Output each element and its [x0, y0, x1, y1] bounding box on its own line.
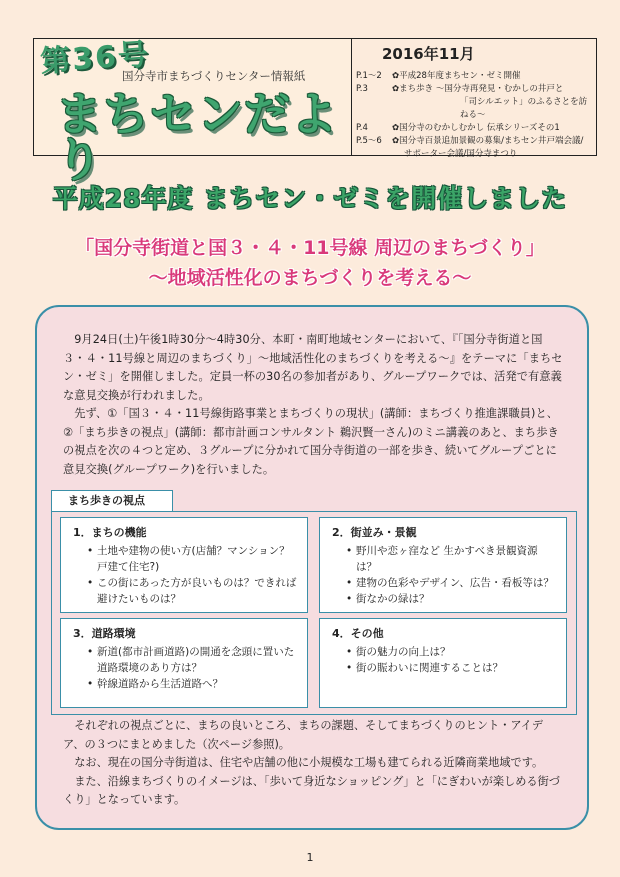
list-item: • この街にあった方が良いものは？できれば避けたいものは？ — [87, 575, 297, 607]
paragraph: それぞれの視点ごとに、まちの良いところ、まちの課題、そしてまちづくりのヒント・アイデア、の３つにまとめました（次ページ参照)。 — [63, 719, 543, 751]
viewpoint-title: 1．まちの機能 — [73, 526, 147, 539]
viewpoints-box — [51, 511, 577, 715]
toc-item — [356, 96, 594, 122]
paragraph: 先ず、①「国３・４・11号線街路事業とまちづくりの現状」(講師：まちづくり推進課職員)と、②「まち歩きの視点」(講師：都市計画コンサルタント 鵜沢賢一さん)のミニ講義のあと、まち歩きの視点を次の４つと定め、３グループに分かれて国分寺街道の一部を歩き、続いてグループごとに意見交換(グループワーク)を行いました。 — [63, 407, 559, 476]
toc-text: ✿国分寺のむかしむかし 伝承シリーズその1 — [392, 123, 560, 133]
viewpoint-title: 4．その他 — [332, 627, 384, 640]
article-panel — [35, 305, 589, 830]
paragraph: なお、現在の国分寺街道は、住宅や店舗の他に小規模な工場も建てられる近隣商業地域です。 — [74, 756, 544, 769]
viewpoint-card — [60, 517, 308, 613]
toc-text: サポーター会議/国分寺まつり — [404, 149, 518, 159]
masthead-info-block — [352, 39, 596, 159]
viewpoint-title: 2．街並み・景観 — [332, 526, 417, 539]
viewpoint-card — [319, 618, 567, 708]
toc-page: P.5～6 — [356, 136, 382, 146]
list-item: • 街の魅力の向上は？ — [346, 644, 556, 660]
toc-item — [356, 70, 594, 83]
page-number: 1 — [306, 851, 314, 864]
toc-page: P.4 — [356, 123, 368, 133]
masthead — [33, 37, 597, 187]
article-subtitle-tagline: ～地域活性化のまちづくりを考える～ — [148, 267, 472, 289]
issue-number: 第36号 — [39, 37, 152, 80]
masthead-title-block — [34, 37, 352, 187]
issue-date: 2016年11月 — [382, 45, 475, 63]
toc-item — [356, 148, 594, 161]
toc-item — [356, 135, 594, 148]
outro-text — [63, 717, 563, 810]
toc-item — [356, 83, 594, 96]
toc-text: ✿国分寺百景追加景観の募集/まちセン井戸端会議/ — [392, 136, 584, 146]
toc-item — [356, 122, 594, 135]
article-title: 平成28年度 まちセン・ゼミを開催しました — [52, 184, 568, 213]
table-of-contents — [356, 70, 594, 161]
list-item: • 街なかの緑は？ — [346, 591, 556, 607]
list-item: • 建物の色彩やデザイン、広告・看板等は？ — [346, 575, 556, 591]
article-subtitle-theme: 「国分寺街道と国３・４・11号線 周辺のまちづくり」 — [75, 237, 545, 259]
list-item: • 土地や建物の使い方(店舗？マンション？戸建て住宅?) — [87, 543, 297, 575]
masthead-subtitle: 国分寺市まちづくりセンター情報紙 — [122, 69, 306, 83]
viewpoint-title: 3．道路環境 — [73, 627, 136, 640]
list-item: • 幹線道路から生活道路へ？ — [87, 676, 297, 692]
viewpoint-card — [60, 618, 308, 708]
toc-page: P.1～2 — [356, 71, 382, 81]
list-item: • 野川や恋ヶ窪など 生かすべき景観資源は？ — [346, 543, 556, 575]
paragraph: 9月24日(土)午後1時30分～4時30分、本町・南町地域センターにおいて、『「国分寺街道と国３・４・11号線と周辺のまちづくり」～地域活性化のまちづくりを考える～』をテーマに「まちセン・ゼミ」を開催しました。定員一杯の30名の参加者があり、グループワークでは、活発で有意義な意見交換が行われました。 — [63, 333, 563, 402]
toc-text: ✿平成28年度まちセン・ゼミ開催 — [392, 71, 521, 81]
toc-page: P.3 — [356, 84, 368, 94]
newsletter-name: まちセンだより — [56, 87, 338, 187]
toc-text: ✿まち歩き ～国分寺再発見・むかしの井戸と — [392, 84, 564, 94]
list-item: • 新道(都市計画道路)の開通を念頭に置いた道路環境のあり方は？ — [87, 644, 297, 676]
paragraph: また、沿線まちづくりのイメージは、「歩いて身近なショッピング」と「にぎわいが楽しめる街づくり」となっています。 — [63, 774, 560, 806]
intro-text — [63, 331, 563, 479]
viewpoints-label: まち歩きの視点 — [51, 490, 173, 512]
viewpoint-card — [319, 517, 567, 613]
toc-text: 「司シルエット」のふるさとを訪ねる～ — [460, 97, 588, 120]
list-item: • 街の賑わいに関連することは？ — [346, 660, 556, 676]
